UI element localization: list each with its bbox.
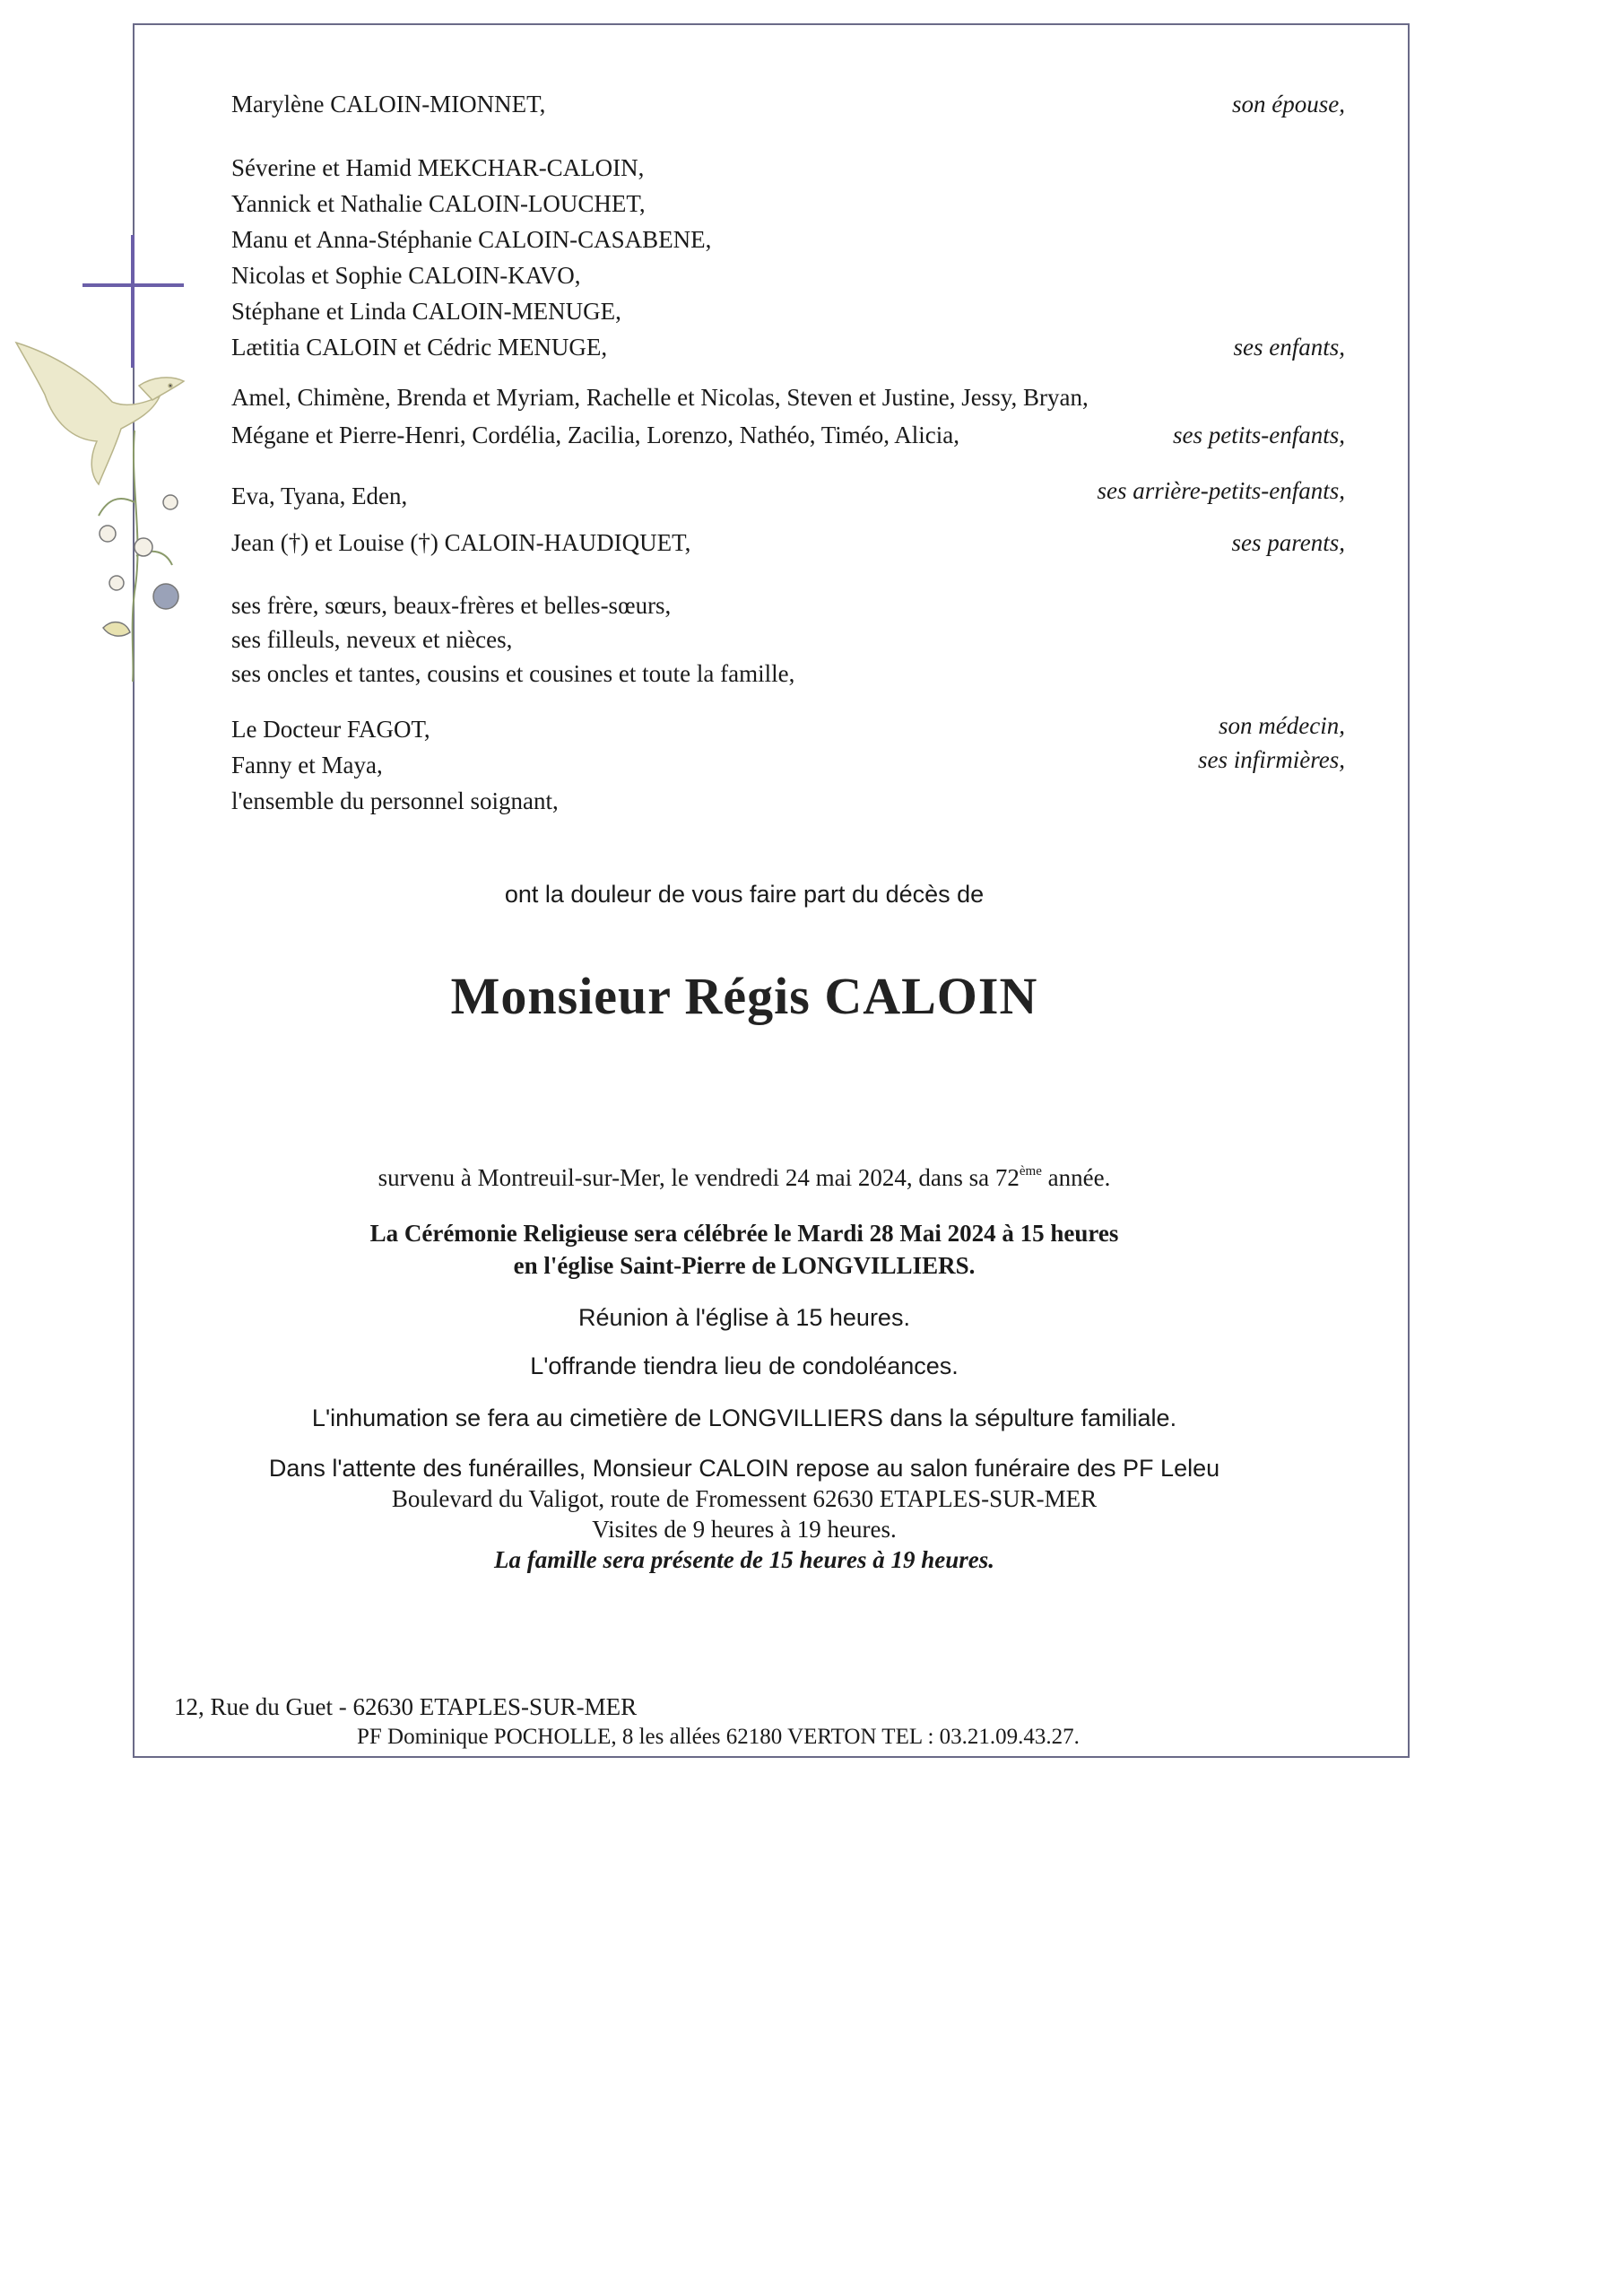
death-end: année.: [1041, 1164, 1111, 1191]
parents-role: ses parents,: [1231, 529, 1345, 556]
cross-icon: [82, 235, 184, 368]
child-line: Nicolas et Sophie CALOIN-KAVO,: [231, 262, 581, 289]
grandchildren-line: Mégane et Pierre-Henri, Cordélia, Zacilia, Lorenzo, Nathéo, Timéo, Alicia,: [231, 422, 959, 448]
ceremony-line: en l'église Saint-Pierre de LONGVILLIERS.: [513, 1252, 976, 1279]
death-text: survenu à Montreuil-sur-Mer, le vendredi 24 mai 2024, dans sa 72: [378, 1164, 1020, 1191]
relatives-line: ses oncles et tantes, cousins et cousines et toute la famille,: [231, 660, 795, 687]
great-grandchildren-line: Eva, Tyana, Eden,: [231, 483, 408, 509]
relatives-line: ses frère, sœurs, beaux-frères et belles-sœurs,: [231, 592, 672, 619]
children-role: ses enfants,: [1233, 334, 1345, 361]
funeral-home-line: Dans l'attente des funérailles, Monsieur CALOIN repose au salon funéraire des PF Leleu: [268, 1455, 1220, 1482]
announcement-text: ont la douleur de vous faire part du décès de: [504, 881, 985, 908]
flower-stem-icon: [99, 430, 172, 682]
child-line: Séverine et Hamid MEKCHAR-CALOIN,: [231, 154, 645, 181]
child-line: Stéphane et Linda CALOIN-MENUGE,: [231, 298, 621, 325]
cross-dove-flower-illustration: [0, 0, 233, 700]
grandchildren-line: Amel, Chimène, Brenda et Myriam, Rachelle et Nicolas, Steven et Justine, Jessy, Bryan,: [231, 384, 1089, 411]
great-grandchildren-role: ses arrière-petits-enfants,: [1097, 477, 1345, 504]
offrande-text: L'offrande tiendra lieu de condoléances.: [530, 1352, 959, 1379]
death-details: [0, 1166, 1488, 1190]
death-ordinal: ème: [1019, 1164, 1042, 1178]
spouse-role: son épouse,: [1232, 91, 1345, 117]
relatives-line: ses filleuls, neveux et nièces,: [231, 626, 513, 653]
child-line: Manu et Anna-Stéphanie CALOIN-CASABENE,: [231, 226, 712, 253]
child-line: Yannick et Nathalie CALOIN-LOUCHET,: [231, 190, 646, 217]
spouse-name: Marylène CALOIN-MIONNET,: [231, 91, 546, 117]
doctor-line: Le Docteur FAGOT,: [231, 716, 430, 743]
flower-blossoms-icon: [100, 495, 178, 636]
grandchildren-role: ses petits-enfants,: [1173, 422, 1345, 448]
parents-line: Jean (†) et Louise (†) CALOIN-HAUDIQUET,: [231, 529, 691, 556]
staff-line: l'ensemble du personnel soignant,: [231, 787, 559, 814]
ceremony-line: La Cérémonie Religieuse sera célébrée le Mardi 28 Mai 2024 à 15 heures: [369, 1220, 1119, 1247]
deceased-name: Monsieur Régis CALOIN: [450, 967, 1038, 1025]
address-line: 12, Rue du Guet - 62630 ETAPLES-SUR-MER: [174, 1693, 638, 1720]
visiting-hours-line: Visites de 9 heures à 19 heures.: [592, 1516, 897, 1543]
reunion-text: Réunion à l'église à 15 heures.: [578, 1304, 910, 1331]
family-presence-line: La famille sera présente de 15 heures à 19 heures.: [494, 1546, 994, 1573]
funeral-home-line: Boulevard du Valigot, route de Fromessent 62630 ETAPLES-SUR-MER: [391, 1485, 1098, 1512]
nurses-role: ses infirmières,: [1198, 746, 1345, 773]
child-line: Lætitia CALOIN et Cédric MENUGE,: [231, 334, 608, 361]
pf-footer-line: PF Dominique POCHOLLE, 8 les allées 62180 VERTON TEL : 03.21.09.43.27.: [357, 1725, 1080, 1749]
inhumation-text: L'inhumation se fera au cimetière de LONGVILLIERS dans la sépulture familiale.: [311, 1405, 1177, 1431]
doctor-role: son médecin,: [1219, 712, 1345, 739]
nurses-line: Fanny et Maya,: [231, 752, 383, 778]
dove-icon: [16, 343, 184, 484]
